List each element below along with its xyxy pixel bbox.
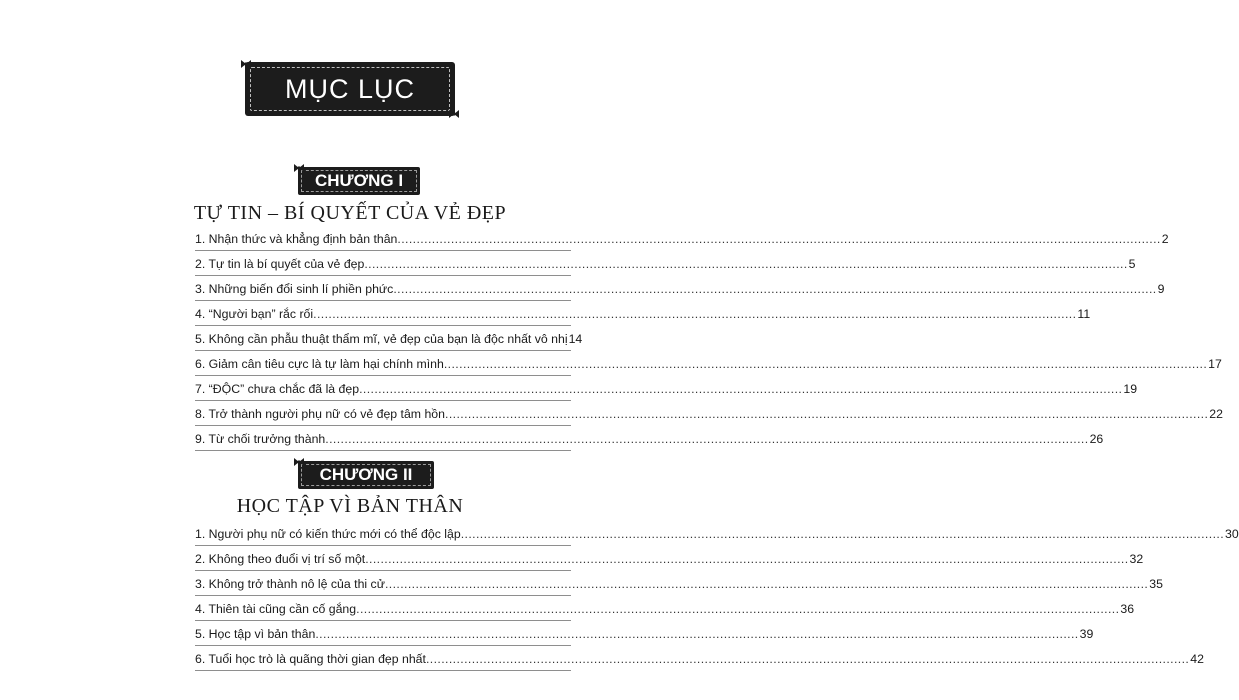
toc-leader-dots: ........................................................................................................................................................................................................	[460, 527, 1225, 541]
bow-ornament-icon	[293, 163, 305, 173]
toc-item-title: 1. Người phụ nữ có kiến thức mới có thể độc lập	[195, 527, 461, 541]
toc-item-title: 2. Không theo đuổi vị trí số một	[195, 552, 366, 566]
toc-item-title: 2. Tự tin là bí quyết của vẻ đẹp	[195, 257, 365, 271]
toc-item-page: 30	[1225, 527, 1239, 541]
chapter-2-badge	[298, 461, 434, 489]
toc-leader-dots: ........................................................................................................................................................................................................	[397, 232, 1161, 246]
toc-item-title: 8. Trở thành người phụ nữ có vẻ đẹp tâm hồn	[195, 407, 445, 421]
toc-item[interactable]	[195, 621, 1094, 646]
toc-item[interactable]	[195, 646, 1204, 671]
toc-item[interactable]	[195, 546, 1144, 571]
chapter-1-title: TỰ TIN – BÍ QUYẾT CỦA VẺ ĐẸP	[193, 202, 507, 224]
toc-item-page: 17	[1208, 357, 1222, 371]
toc-item-page: 5	[1128, 257, 1136, 271]
toc-item-page: 9	[1157, 282, 1165, 296]
toc-item[interactable]	[195, 571, 1163, 596]
toc-item-page: 39	[1079, 627, 1094, 641]
toc-leader-dots: ........................................................................................................................................................................................................	[445, 407, 1209, 421]
toc-leader-dots: ........................................................................................................................................................................................................	[393, 282, 1157, 296]
toc-item[interactable]	[195, 351, 1222, 376]
toc-item-title: 3. Không trở thành nô lệ của thi cử	[195, 577, 385, 591]
toc-leader-dots: ........................................................................................................................................................................................................	[356, 602, 1120, 616]
toc-item-title: 3. Những biến đổi sinh lí phiền phức	[195, 282, 394, 296]
chapter-2-title: HỌC TẬP VÌ BẢN THÂN	[236, 495, 464, 517]
toc-item-page: 14	[568, 332, 583, 346]
toc-item-title: 4. “Người bạn” rắc rối	[195, 307, 314, 321]
chapter-2-label: CHƯƠNG II	[319, 465, 413, 484]
toc-item[interactable]	[195, 426, 1104, 451]
toc-item-page: 19	[1123, 382, 1138, 396]
toc-leader-dots: ........................................................................................................................................................................................................	[359, 382, 1123, 396]
toc-item-title: 1. Nhận thức và khẳng định bản thân	[195, 232, 398, 246]
toc-item-page: 2	[1161, 232, 1169, 246]
toc-leader-dots: ........................................................................................................................................................................................................	[443, 357, 1208, 371]
toc-leader-dots: ........................................................................................................................................................................................................	[425, 652, 1190, 666]
toc-item-page: 32	[1129, 552, 1144, 566]
toc-item[interactable]	[195, 251, 1136, 276]
toc-item[interactable]	[195, 301, 1091, 326]
toc-item-title: 5. Không cần phẫu thuật thẩm mĩ, vẻ đẹp của bạn là độc nhất vô nhị	[195, 332, 568, 346]
toc-item[interactable]	[195, 596, 1135, 621]
chapter-2-toc-list	[195, 521, 1239, 671]
toc-item-title: 6. Giảm cân tiêu cực là tự làm hại chính mình	[195, 357, 444, 371]
toc-item-title: 4. Thiên tài cũng cần cố gắng	[195, 602, 357, 616]
toc-item-page: 36	[1120, 602, 1135, 616]
chapter-1-label: CHƯƠNG I	[314, 171, 404, 190]
toc-item-title: 6. Tuổi học trò là quãng thời gian đẹp nhất	[195, 652, 426, 666]
toc-item-page: 42	[1190, 652, 1204, 666]
toc-item-page: 26	[1089, 432, 1104, 446]
toc-leader-dots: ........................................................................................................................................................................................................	[365, 552, 1129, 566]
toc-leader-dots: ........................................................................................................................................................................................................	[313, 307, 1077, 321]
toc-leader-dots: ........................................................................................................................................................................................................	[364, 257, 1128, 271]
toc-item-page: 22	[1209, 407, 1223, 421]
toc-item[interactable]	[195, 326, 583, 351]
toc-item-page: 35	[1149, 577, 1163, 591]
bow-ornament-icon	[448, 109, 460, 119]
page-title: MỤC LỤC	[284, 73, 415, 104]
main-title-box	[245, 62, 455, 116]
toc-leader-dots: ........................................................................................................................................................................................................	[384, 577, 1149, 591]
toc-item[interactable]	[195, 401, 1223, 426]
toc-item[interactable]	[195, 276, 1165, 301]
chapter-1-toc-list	[195, 226, 1223, 451]
bow-ornament-icon	[240, 59, 252, 69]
toc-item[interactable]	[195, 226, 1169, 251]
toc-item-title: 5. Học tập vì bản thân	[195, 627, 316, 641]
chapter-1-badge	[298, 167, 420, 195]
bow-ornament-icon	[293, 457, 305, 467]
toc-item[interactable]	[195, 376, 1138, 401]
toc-leader-dots: ........................................................................................................................................................................................................	[315, 627, 1079, 641]
toc-leader-dots: ........................................................................................................................................................................................................	[325, 432, 1089, 446]
toc-item-title: 7. “ĐỘC” chưa chắc đã là đẹp	[195, 382, 360, 396]
toc-item-page: 11	[1077, 307, 1091, 321]
toc-item[interactable]	[195, 521, 1239, 546]
toc-item-title: 9. Từ chối trưởng thành	[195, 432, 326, 446]
